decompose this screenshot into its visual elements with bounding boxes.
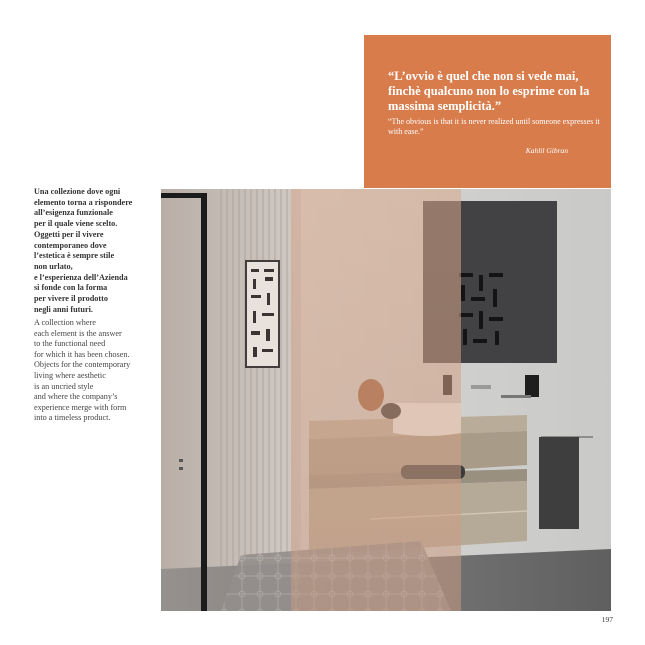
body-text-italian: Una collezione dove ogni elemento torna a rispondere all’esigenza funzionale per il quale viene scelto. Oggetti per il vivere contemporaneo dove l’estetica è sempre stile non urlato, e l’esperienza dell’Azienda si fonde con la forma per vivere il prodotto negli anni futuri. <box>34 187 133 314</box>
quote-author: Kahlil Gibran <box>525 146 568 155</box>
page-number: 197 <box>601 615 613 624</box>
body-text-english: A collection where each element is the answer to the functional need for which it has been chosen. Objects for the contemporary living where aesthetic is an uncried style and where the company’s experience merge with form into a timeless product. <box>34 318 131 423</box>
quote-english: “The obvious is that it is never realized until someone expresses it with ease.” <box>388 117 600 136</box>
quote-italian: “L’ovvio è quel che non si vede mai, finchè qualcuno non lo esprime con la massima semplicità.” <box>388 69 590 113</box>
quote-box <box>364 35 611 188</box>
bathroom-photo <box>161 189 611 611</box>
